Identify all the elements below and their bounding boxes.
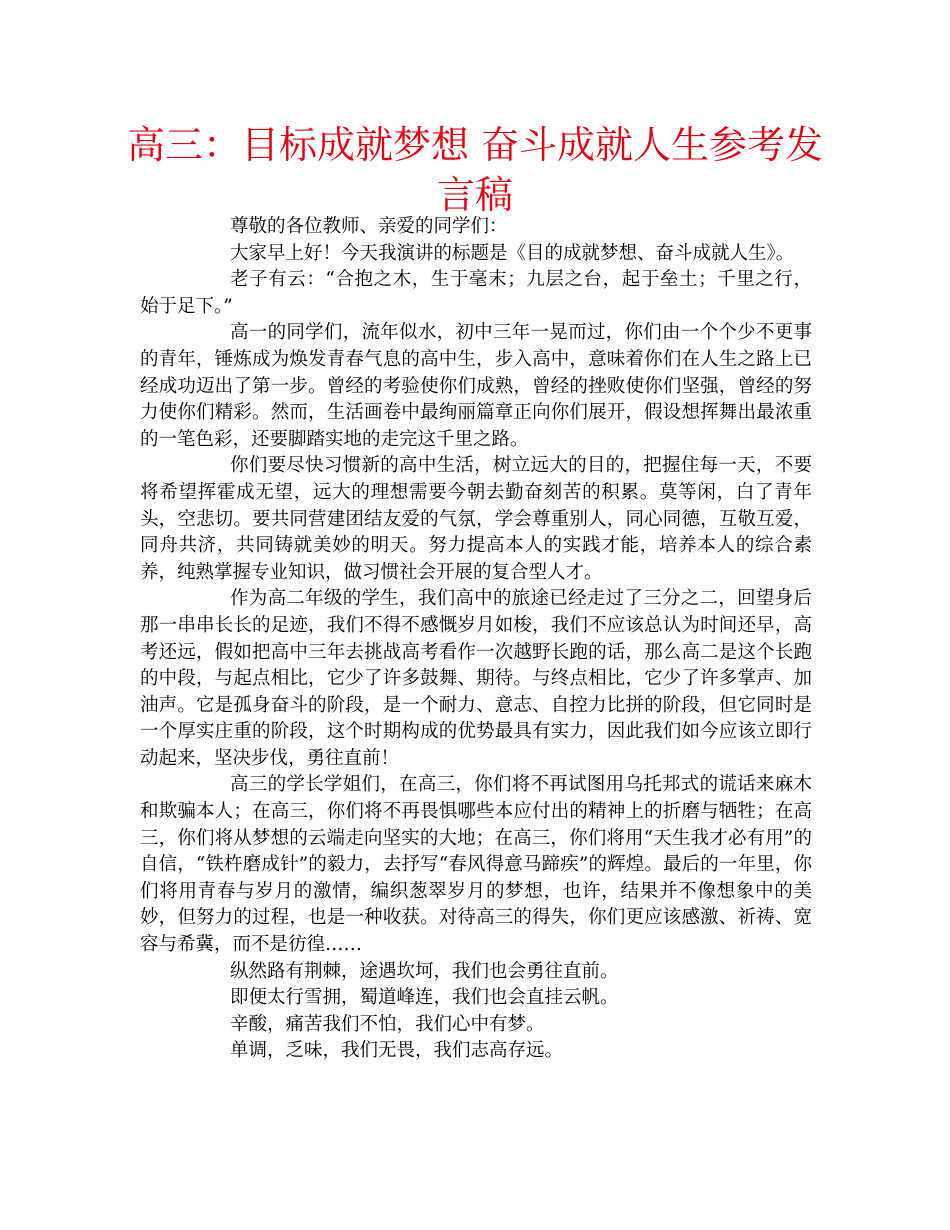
document-title: 高三：目标成就梦想 奋斗成就人生参考发言稿	[126, 123, 824, 217]
paragraph-advice: 你们要尽快习惯新的高中生活，树立远大的目的，把握住每一天，不要将希望挥霍成无望，远大的理想需要今朝去勤奋刻苦的积累。莫等闲，白了青年头，空悲切。要共同营建团结友爱的气氛，学会尊重别人，同心同德，互敬互爱，同舟共济，共同铸就美妙的明天。努力提高本人的实践才能，培养本人的综合素养，纯熟掌握专业知识，做习惯社会开展的复合型人才。	[140, 455, 812, 583]
paragraph-quote: 老子有云：“合抱之木，生于毫末；九层之台，起于垒土；千里之行，始于足下。”	[140, 269, 812, 317]
paragraph-salutation: 尊敬的各位教师、亲爱的同学们：	[230, 216, 508, 237]
paragraph-grade-three: 高三的学长学姐们，在高三，你们将不再试图用乌托邦式的谎话来麻木和欺骗本人；在高三，你们将不再畏惧哪些本应付出的精神上的折磨与牺牲；在高三，你们将从梦想的云端走向坚实的大地；在高三，你们将用“天生我才必有用”的自信，“铁杵磨成针”的毅力，去抒写“春风得意马蹄疾”的辉煌。最后的一年里，你们将用青春与岁月的激情，编织葱翠岁月的梦想，也许，结果并不像想象中的美妙，但努力的过程，也是一种收获。对待高三的得失，你们更应该感激、祈祷、宽容与希冀，而不是彷徨……	[140, 774, 812, 956]
paragraph-greeting: 大家早上好！今天我演讲的标题是《目的成就梦想、奋斗成就人生》。	[230, 242, 795, 264]
document-body	[140, 214, 812, 1065]
paragraph-closing-4: 单调，乏味，我们无畏，我们志高存远。	[230, 1040, 564, 1062]
paragraph-grade-two: 作为高二年级的学生，我们高中的旅途已经走过了三分之二，回望身后那一串串长长的足迹，我们不得不感慨岁月如梭，我们不应该总认为时间还早，高考还远，假如把高中三年去挑战高考看作一次越野长跑的话，那么高二是这个长跑的中段，与起点相比，它少了许多鼓舞、期待。与终点相比，它少了许多掌声、加油声。它是孤身奋斗的阶段，是一个耐力、意志、自控力比拼的阶段，但它同时是一个厚实庄重的阶段，这个时期构成的优势最具有实力，因此我们如今应该立即行动起来，坚决步伐，勇往直前！	[140, 588, 812, 769]
paragraph-closing-2: 即便太行雪拥，蜀道峰连，我们也会直挂云帆。	[230, 987, 619, 1009]
paragraph-closing-1: 纵然路有荆棘，途遇坎坷，我们也会勇往直前。	[230, 960, 619, 982]
paragraph-closing-3: 辛酸，痛苦我们不怕，我们心中有梦。	[230, 1013, 545, 1035]
paragraph-grade-one: 高一的同学们，流年似水，初中三年一晃而过，你们由一个个少不更事的青年，锤炼成为焕发青春气息的高中生，步入高中，意味着你们在人生之路上已经成功迈出了第一步。曾经的考验使你们成熟，曾经的挫败使你们坚强，曾经的努力使你们精彩。然而，生活画卷中最绚丽篇章正向你们展开，假设想挥舞出最浓重的一笔色彩，还要脚踏实地的走完这千里之路。	[140, 322, 812, 450]
